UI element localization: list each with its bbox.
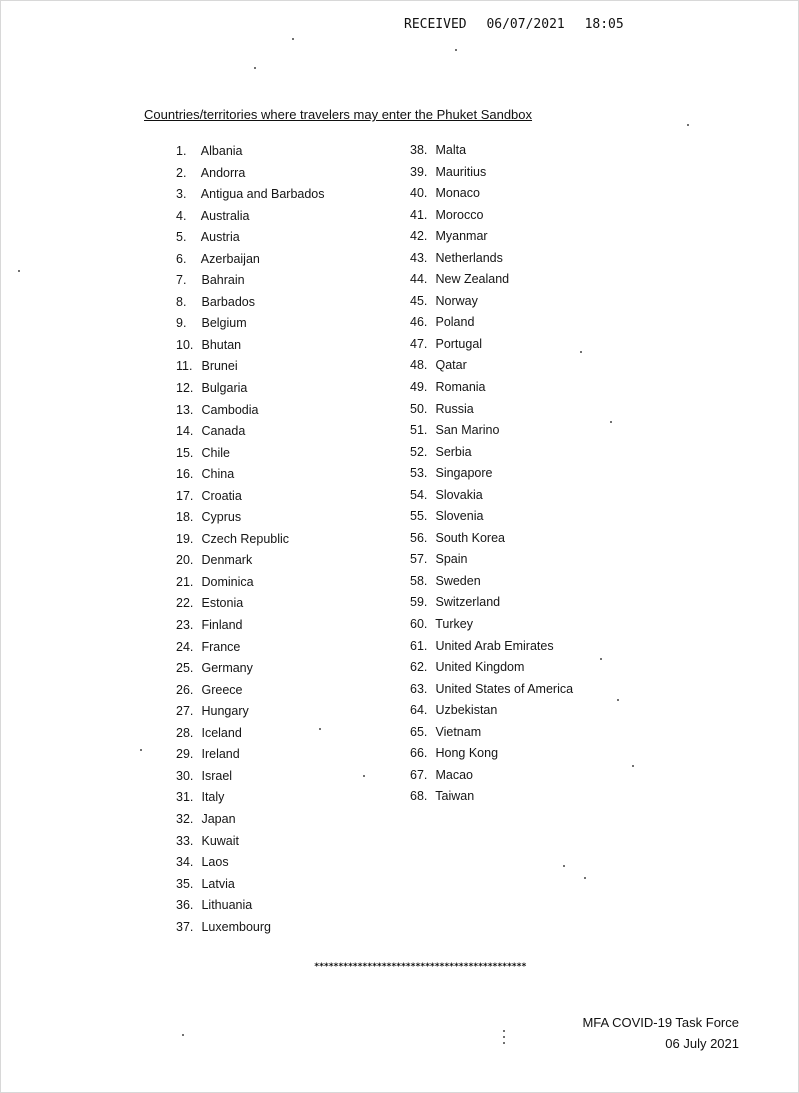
country-list-item — [176, 809, 325, 831]
country-name: Turkey — [435, 617, 473, 632]
country-list-item — [410, 614, 573, 636]
country-name: Azerbaijan — [200, 251, 260, 266]
document-footer — [582, 1012, 739, 1054]
country-list-item — [410, 657, 573, 679]
country-list-item — [176, 787, 325, 809]
country-number: 7. — [176, 273, 187, 288]
country-list-item — [176, 744, 325, 766]
country-number: 12. — [176, 381, 194, 396]
country-name: San Marino — [435, 423, 500, 438]
country-list-item — [410, 765, 573, 787]
country-number: 29. — [176, 747, 194, 762]
scan-speck — [254, 67, 256, 69]
country-number: 3. — [176, 187, 187, 202]
country-number: 8. — [176, 294, 187, 309]
country-name: Austria — [200, 230, 240, 245]
country-name: Portugal — [435, 336, 483, 351]
country-list-item — [410, 463, 573, 485]
country-list-item — [176, 378, 325, 400]
country-list-item — [410, 399, 573, 421]
country-number: 10. — [176, 337, 194, 352]
country-list-item — [176, 550, 325, 572]
country-list-item — [176, 486, 325, 508]
country-number: 55. — [410, 509, 428, 524]
country-name: Netherlands — [435, 250, 503, 265]
country-number: 64. — [410, 703, 428, 718]
fax-received-label: RECEIVED — [404, 17, 467, 32]
country-number: 43. — [410, 250, 428, 265]
country-name: Poland — [435, 315, 475, 330]
country-name: Morocco — [435, 207, 484, 222]
country-list-item — [176, 701, 325, 723]
country-list-item — [176, 895, 325, 917]
country-name: Greece — [201, 682, 243, 697]
country-list-item — [410, 786, 573, 808]
country-name: China — [201, 467, 235, 482]
country-name: Iceland — [201, 725, 242, 740]
country-list-item — [176, 356, 325, 378]
country-list-item — [176, 227, 325, 249]
country-list-item — [176, 292, 325, 314]
country-number: 62. — [410, 660, 428, 675]
country-number: 21. — [176, 574, 194, 589]
country-name: Albania — [200, 144, 243, 158]
country-name: Ireland — [201, 747, 240, 762]
asterisk-separator: ******************************************** — [314, 962, 527, 972]
country-name: Cyprus — [201, 510, 242, 525]
country-list-item — [410, 377, 573, 399]
country-name: Sweden — [435, 573, 481, 588]
country-number: 61. — [410, 638, 428, 653]
country-list-item — [410, 485, 573, 507]
country-name: Germany — [201, 661, 253, 676]
country-name: Malta — [435, 143, 467, 157]
country-name: Israel — [201, 768, 233, 783]
country-name: South Korea — [435, 530, 505, 545]
country-list-item — [410, 636, 573, 658]
country-list-item — [176, 593, 325, 615]
country-number: 2. — [176, 165, 187, 180]
country-number: 41. — [410, 207, 428, 222]
country-number: 59. — [410, 595, 428, 610]
country-list-item — [410, 722, 573, 744]
country-name: Uzbekistan — [435, 703, 498, 718]
country-number: 25. — [176, 661, 194, 676]
country-number: 36. — [176, 898, 194, 913]
country-name: Italy — [201, 790, 225, 805]
country-list-item — [176, 400, 325, 422]
country-name: Bhutan — [201, 337, 242, 352]
country-number: 49. — [410, 380, 428, 395]
country-list-left-column — [176, 141, 325, 938]
country-name: Vietnam — [435, 724, 482, 739]
country-name: Romania — [435, 380, 486, 395]
country-name: Cambodia — [201, 402, 259, 417]
country-name: Laos — [201, 855, 229, 870]
scan-speck — [319, 728, 321, 730]
scan-speck — [563, 865, 565, 867]
country-list-item — [410, 269, 573, 291]
scan-speck — [617, 699, 619, 701]
country-list-item — [410, 140, 573, 162]
country-name: Antigua and Barbados — [200, 187, 325, 202]
country-list-item — [176, 249, 325, 271]
fax-received-time: 18:05 — [584, 17, 624, 32]
country-list-item — [410, 442, 573, 464]
country-name: Qatar — [435, 358, 467, 373]
country-list-item — [176, 529, 325, 551]
country-name: Serbia — [435, 444, 472, 459]
country-number: 33. — [176, 833, 194, 848]
country-list-item — [176, 723, 325, 745]
country-list-item — [410, 205, 573, 227]
country-number: 19. — [176, 531, 194, 546]
country-list-item — [176, 464, 325, 486]
country-list-item — [176, 852, 325, 874]
country-number: 17. — [176, 488, 194, 503]
country-name: Kuwait — [201, 833, 240, 848]
country-name: Croatia — [201, 488, 242, 503]
country-list-item — [410, 549, 573, 571]
country-name: Taiwan — [435, 789, 475, 804]
country-list-item — [176, 443, 325, 465]
country-list-item — [176, 507, 325, 529]
country-list-item — [410, 248, 573, 270]
country-number: 31. — [176, 790, 194, 805]
country-number: 40. — [410, 186, 428, 201]
country-number: 39. — [410, 164, 428, 179]
country-list-item — [410, 334, 573, 356]
country-list-item — [176, 917, 325, 939]
scan-speck — [584, 877, 586, 879]
country-number: 56. — [410, 530, 428, 545]
country-name: Australia — [200, 208, 250, 223]
country-list-right-column — [410, 140, 573, 808]
country-list-item — [176, 163, 325, 185]
scan-speck — [182, 1034, 184, 1036]
country-list-item — [176, 313, 325, 335]
country-number: 24. — [176, 639, 194, 654]
country-list-item — [176, 658, 325, 680]
country-list-item — [410, 679, 573, 701]
country-list-item — [410, 592, 573, 614]
country-number: 46. — [410, 315, 428, 330]
country-name: Bulgaria — [201, 381, 248, 396]
country-name: Russia — [435, 401, 474, 416]
country-number: 68. — [410, 789, 428, 804]
country-name: United Kingdom — [435, 660, 525, 675]
country-number: 47. — [410, 336, 428, 351]
country-number: 27. — [176, 704, 194, 719]
scan-speck — [363, 775, 365, 777]
footer-date: 06 July 2021 — [665, 1036, 739, 1051]
country-name: Barbados — [201, 294, 255, 309]
scan-speck — [18, 270, 20, 272]
country-name: United States of America — [435, 681, 574, 696]
country-name: Switzerland — [435, 595, 501, 610]
scan-speck — [503, 1036, 505, 1038]
country-list-item — [410, 162, 573, 184]
country-number: 5. — [176, 230, 187, 245]
country-number: 52. — [410, 444, 428, 459]
country-list-item — [176, 421, 325, 443]
country-list-item — [410, 420, 573, 442]
country-name: Slovenia — [435, 509, 484, 524]
country-list-item — [410, 571, 573, 593]
country-list-item — [176, 637, 325, 659]
country-number: 42. — [410, 229, 428, 244]
scan-speck — [600, 658, 602, 660]
country-number: 16. — [176, 467, 194, 482]
country-name: Hong Kong — [435, 746, 499, 761]
country-number: 28. — [176, 725, 194, 740]
country-name: Spain — [435, 552, 468, 567]
scan-speck — [503, 1042, 505, 1044]
country-name: Monaco — [435, 186, 480, 201]
country-number: 48. — [410, 358, 428, 373]
country-number: 14. — [176, 424, 194, 439]
scan-speck — [503, 1030, 505, 1032]
country-name: Mauritius — [435, 164, 487, 179]
country-number: 65. — [410, 724, 428, 739]
country-number: 15. — [176, 445, 194, 460]
country-number: 54. — [410, 487, 428, 502]
country-number: 38. — [410, 143, 428, 157]
country-number: 4. — [176, 208, 187, 223]
scan-speck — [292, 38, 294, 40]
country-list-item — [410, 183, 573, 205]
fax-received-date: 06/07/2021 — [486, 17, 565, 32]
country-name: France — [201, 639, 241, 654]
country-name: Andorra — [200, 165, 246, 180]
country-name: Lithuania — [201, 898, 253, 913]
country-number: 18. — [176, 510, 194, 525]
country-name: Luxembourg — [201, 919, 271, 934]
country-name: Norway — [435, 293, 478, 308]
country-name: Japan — [201, 811, 236, 826]
country-number: 50. — [410, 401, 428, 416]
scan-speck — [580, 351, 582, 353]
country-name: New Zealand — [435, 272, 510, 287]
country-name: Bahrain — [201, 273, 245, 288]
country-list-item — [176, 335, 325, 357]
country-list-item — [176, 615, 325, 637]
country-number: 63. — [410, 681, 428, 696]
country-list-item — [176, 766, 325, 788]
country-list-item — [176, 572, 325, 594]
country-number: 67. — [410, 767, 428, 782]
fax-received-stamp — [404, 17, 624, 32]
country-number: 57. — [410, 552, 428, 567]
country-list-item — [410, 312, 573, 334]
country-number: 26. — [176, 682, 194, 697]
country-name: Brunei — [201, 359, 238, 374]
country-number: 20. — [176, 553, 194, 568]
country-number: 30. — [176, 768, 194, 783]
country-name: United Arab Emirates — [435, 638, 554, 653]
country-list-item — [410, 226, 573, 248]
country-name: Dominica — [201, 574, 254, 589]
country-number: 13. — [176, 402, 194, 417]
scan-speck — [455, 49, 457, 51]
country-list-item — [410, 291, 573, 313]
country-number: 45. — [410, 293, 428, 308]
country-name: Czech Republic — [201, 531, 290, 546]
country-number: 58. — [410, 573, 428, 588]
document-title: Countries/territories where travelers may enter the Phuket Sandbox — [144, 107, 533, 122]
country-name: Estonia — [201, 596, 244, 611]
country-name: Chile — [201, 445, 230, 460]
country-list-item — [410, 743, 573, 765]
country-list-item — [176, 270, 325, 292]
country-list-item — [410, 355, 573, 377]
country-number: 51. — [410, 423, 428, 438]
country-list-item — [176, 831, 325, 853]
country-number: 37. — [176, 919, 194, 934]
country-name: Hungary — [201, 704, 249, 719]
country-list-item — [410, 528, 573, 550]
country-name: Canada — [201, 424, 246, 439]
country-number: 34. — [176, 855, 194, 870]
country-list-item — [176, 680, 325, 702]
country-name: Denmark — [201, 553, 253, 568]
country-list-item — [176, 184, 325, 206]
country-list-item — [410, 506, 573, 528]
country-number: 66. — [410, 746, 428, 761]
scan-speck — [140, 749, 142, 751]
footer-organization: MFA COVID-19 Task Force — [582, 1015, 739, 1030]
country-number: 60. — [410, 617, 428, 632]
country-number: 35. — [176, 876, 194, 891]
country-name: Macao — [435, 767, 474, 782]
country-list-item — [176, 141, 325, 163]
country-number: 1. — [176, 144, 187, 158]
scan-speck — [610, 421, 612, 423]
country-list-item — [176, 874, 325, 896]
country-number: 23. — [176, 618, 194, 633]
country-number: 11. — [176, 359, 193, 374]
scan-speck — [632, 765, 634, 767]
country-number: 22. — [176, 596, 194, 611]
country-number: 32. — [176, 811, 194, 826]
country-name: Singapore — [435, 466, 493, 481]
country-name: Finland — [201, 618, 243, 633]
country-number: 9. — [176, 316, 187, 331]
scan-speck — [687, 124, 689, 126]
country-name: Latvia — [201, 876, 235, 891]
country-number: 6. — [176, 251, 187, 266]
country-name: Belgium — [201, 316, 247, 331]
country-list-item — [410, 700, 573, 722]
country-name: Myanmar — [435, 229, 488, 244]
country-number: 44. — [410, 272, 428, 287]
country-list-item — [176, 206, 325, 228]
country-number: 53. — [410, 466, 428, 481]
country-name: Slovakia — [435, 487, 483, 502]
